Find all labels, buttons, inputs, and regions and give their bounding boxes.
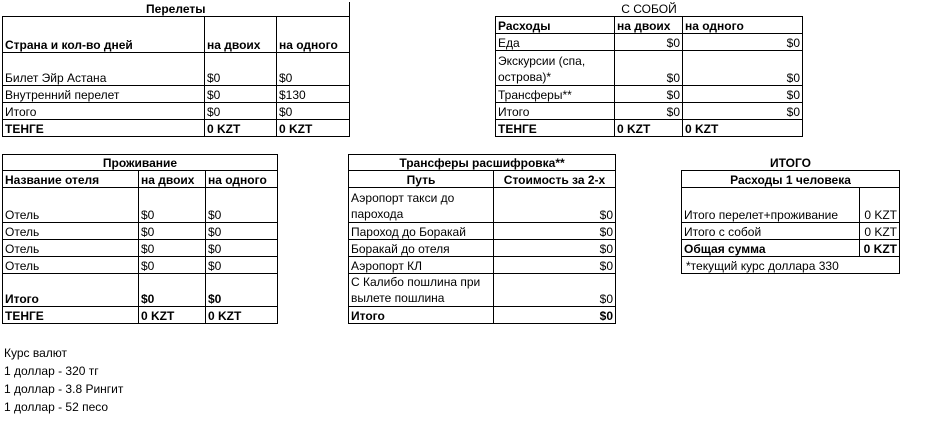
total-title: ИТОГО (770, 155, 811, 170)
hotel-cell-pair: $0 (139, 223, 206, 240)
hotel-title: Проживание (3, 155, 278, 171)
transfers-title: Трансферы расшифровка** (349, 155, 616, 171)
transfers-cell-route: Боракай до отеля (349, 240, 494, 257)
hotel-cell-name: Отель (3, 240, 139, 257)
carry-cell-single: $0 (683, 33, 803, 50)
total-cell-value: 0 KZT (860, 239, 900, 256)
carry-cell-name: Трансферы** (496, 85, 615, 102)
flights-cell-name: Итого (3, 102, 205, 119)
table-row (349, 188, 616, 223)
transfers-table (348, 154, 616, 324)
carry-header-single: на одного (683, 16, 803, 33)
flights-cell-single: $0 (277, 102, 350, 119)
carry-cell-single: $0 (683, 102, 803, 119)
exchange-rate-line: 1 доллар - 52 песо (4, 400, 109, 414)
hotel-cell-pair: $0 (139, 188, 206, 223)
flights-header-name: Страна и кол-во дней (3, 16, 205, 52)
table-row (496, 119, 950, 136)
total-cell-name: Итого перелет+проживание (682, 187, 860, 222)
flights-cell-name: Билет Эйр Астана (3, 52, 205, 85)
flights-header-single: на одного (277, 16, 350, 52)
transfers-header-route: Путь (349, 171, 494, 188)
hotel-cell-pair: $0 (139, 240, 206, 257)
carry-header-name: Расходы (496, 16, 615, 33)
flights-cell-name: ТЕНГЕ (3, 119, 205, 136)
total-cell-value: 0 KZT (860, 222, 900, 239)
transfers-cell-route: Итого (349, 307, 494, 324)
flights-cell-single: $130 (277, 85, 350, 102)
exchange-rates-title: Курс валют (4, 346, 68, 360)
carry-cell-single: $0 (683, 85, 803, 102)
hotel-cell-name: ТЕНГЕ (3, 307, 139, 324)
hotel-table (2, 154, 278, 324)
transfers-cell-cost: $0 (494, 274, 616, 307)
flights-cell-single: $0 (277, 52, 350, 85)
total-subtitle: Расходы 1 человека (682, 170, 900, 187)
table-row (496, 85, 950, 102)
flights-header-pair: на двоих (205, 16, 277, 52)
table-row (3, 240, 278, 257)
hotel-cell-pair: 0 KZT (139, 307, 206, 324)
table-row (3, 307, 278, 324)
carry-cell-pair: 0 KZT (615, 119, 683, 136)
hotel-cell-single: $0 (206, 240, 278, 257)
hotel-cell-name: Отель (3, 257, 139, 274)
flights-table (2, 2, 350, 137)
table-row (682, 239, 900, 256)
total-table (681, 154, 900, 274)
hotel-header-single: на одного (206, 171, 278, 188)
flights-cell-single: 0 KZT (277, 119, 350, 136)
carry-table (495, 2, 950, 137)
transfers-cell-cost: $0 (494, 188, 616, 223)
table-row (349, 257, 616, 274)
total-cell-value: 0 KZT (860, 187, 900, 222)
carry-cell-pair: $0 (615, 102, 683, 119)
table-row (3, 188, 278, 223)
transfers-cell-cost: $0 (494, 240, 616, 257)
carry-cell-pair: $0 (615, 33, 683, 50)
table-row (682, 222, 900, 239)
carry-cell-name: Еда (496, 33, 615, 50)
table-row (3, 257, 278, 274)
hotel-cell-name: Итого (3, 274, 139, 307)
table-row (3, 85, 350, 102)
transfers-cell-route: Аэропорт КЛ (349, 257, 494, 274)
carry-cell-single: 0 KZT (683, 119, 803, 136)
transfers-cell-cost: $0 (494, 223, 616, 240)
hotel-cell-name: Отель (3, 188, 139, 223)
hotel-cell-single: $0 (206, 188, 278, 223)
carry-cell-name: Экскурсии (спа, острова)* (496, 50, 615, 85)
table-row (496, 102, 950, 119)
carry-header-pair: на двоих (615, 16, 683, 33)
table-row (3, 223, 278, 240)
table-row (349, 307, 616, 324)
hotel-cell-pair: $0 (139, 274, 206, 307)
table-row (3, 102, 350, 119)
flights-cell-pair: $0 (205, 85, 277, 102)
flights-cell-name: Внутренний перелет (3, 85, 205, 102)
table-row (3, 274, 278, 307)
table-row (349, 240, 616, 257)
hotel-cell-single: $0 (206, 274, 278, 307)
transfers-cell-route: Аэропорт такси до парохода (349, 188, 494, 223)
exchange-rates (4, 344, 123, 416)
carry-title: С СОБОЙ (621, 2, 677, 16)
carry-cell-pair: $0 (615, 50, 683, 85)
table-row (349, 223, 616, 240)
table-row (496, 33, 950, 50)
hotel-cell-single: $0 (206, 257, 278, 274)
transfers-cell-cost: $0 (494, 257, 616, 274)
hotel-cell-name: Отель (3, 223, 139, 240)
table-row (682, 187, 900, 222)
transfers-cell-cost: $0 (494, 307, 616, 324)
table-row (3, 119, 350, 136)
exchange-rate-line: 1 доллар - 320 тг (4, 364, 99, 378)
transfers-cell-route: С Калибо пошлина при вылете пошлина (349, 274, 494, 307)
carry-cell-pair: $0 (615, 85, 683, 102)
transfers-header-cost: Стоимость за 2-х (494, 171, 616, 188)
carry-cell-name: Итого (496, 102, 615, 119)
hotel-cell-pair: $0 (139, 257, 206, 274)
flights-cell-pair: $0 (205, 102, 277, 119)
table-row (349, 274, 616, 307)
carry-cell-single: $0 (683, 50, 803, 85)
exchange-rate-line: 1 доллар - 3.8 Рингит (4, 382, 124, 396)
transfers-cell-route: Пароход до Боракай (349, 223, 494, 240)
hotel-cell-single: 0 KZT (206, 307, 278, 324)
hotel-header-pair: на двоих (139, 171, 206, 188)
carry-cell-name: ТЕНГЕ (496, 119, 615, 136)
total-cell-name: Общая сумма (682, 239, 860, 256)
hotel-header-name: Название отеля (3, 171, 139, 188)
table-row (3, 52, 350, 85)
total-cell-name: Итого с собой (682, 222, 860, 239)
total-note: *текущий курс доллара 330 (682, 256, 900, 273)
flights-cell-pair: $0 (205, 52, 277, 85)
table-row (496, 50, 950, 85)
hotel-cell-single: $0 (206, 223, 278, 240)
flights-title: Перелеты (3, 2, 350, 16)
flights-cell-pair: 0 KZT (205, 119, 277, 136)
